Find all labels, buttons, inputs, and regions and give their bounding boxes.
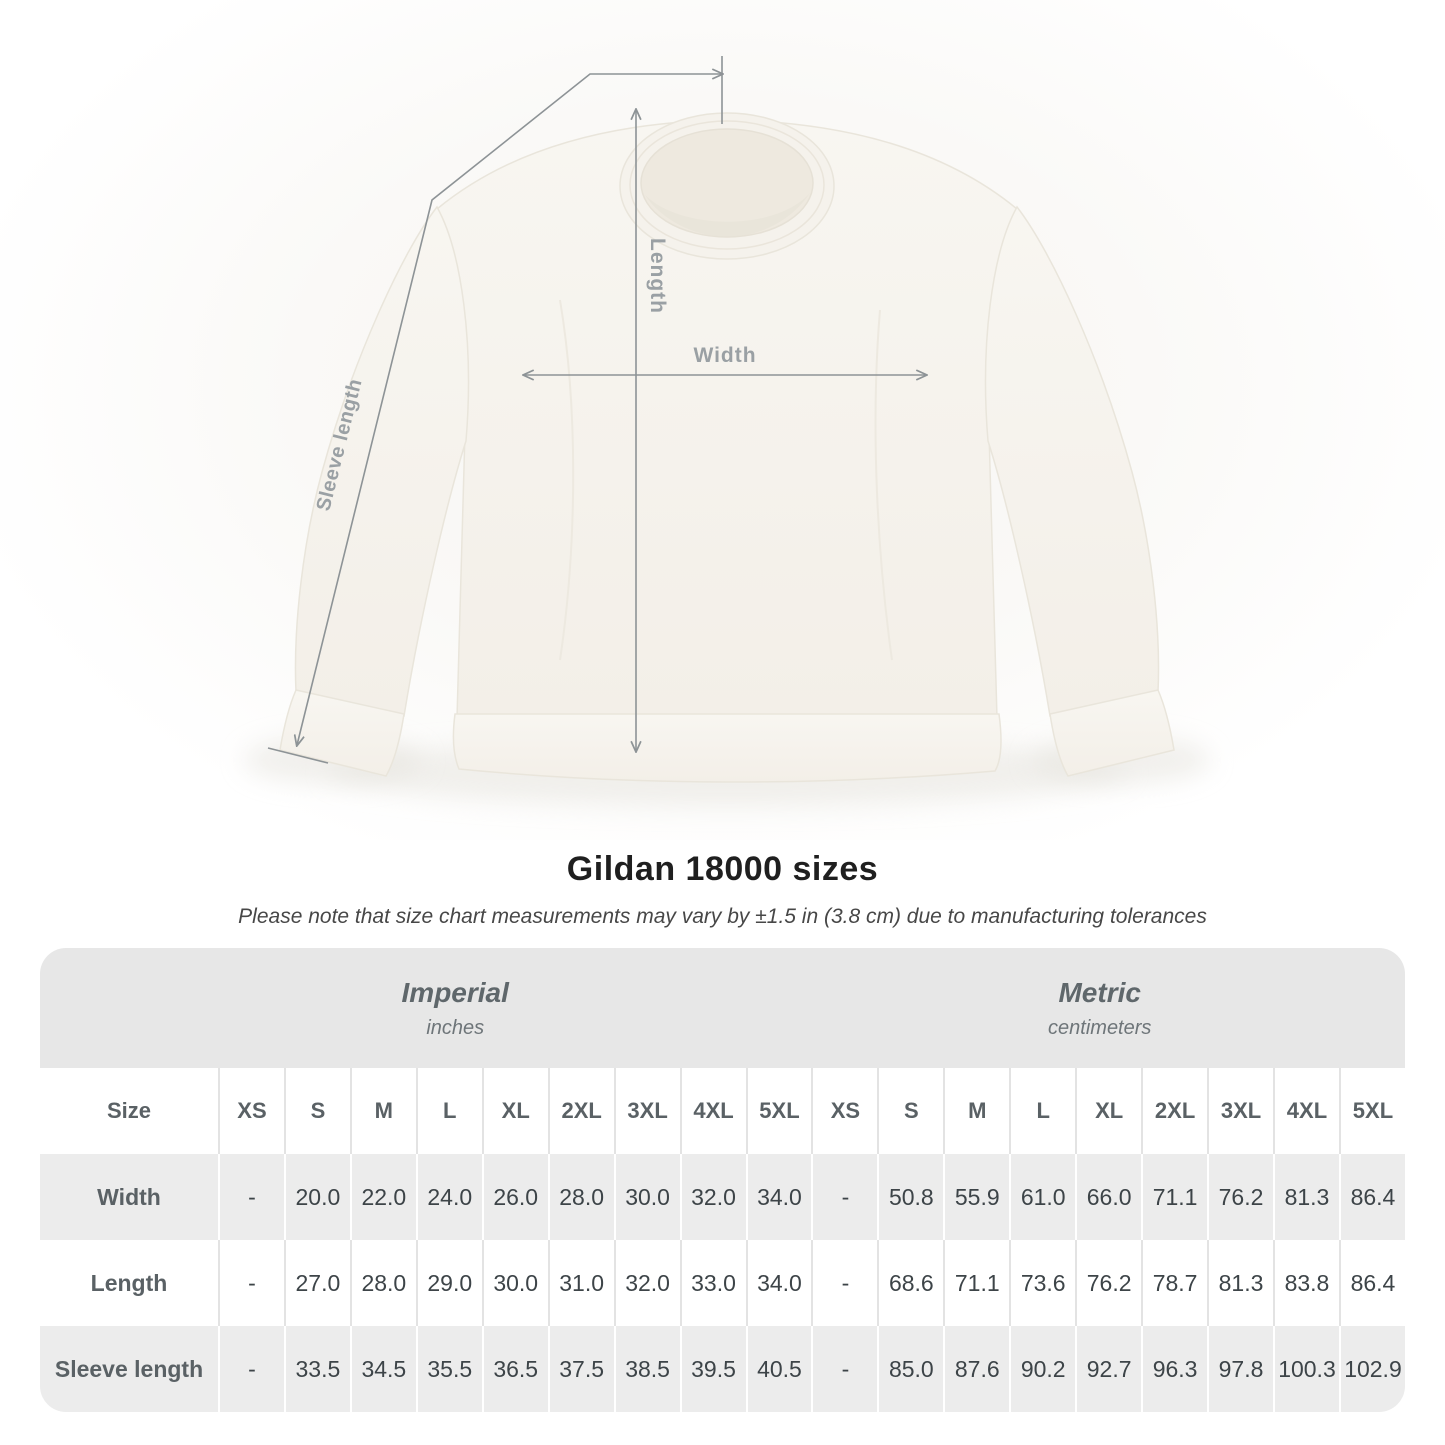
length-value: 33.0 [680,1240,746,1326]
width-value: 86.4 [1339,1154,1405,1240]
left-sleeve [295,207,468,716]
sleeve-value: 102.9 [1339,1326,1405,1412]
sleeve-value: 35.5 [416,1326,482,1412]
width-value: - [811,1154,877,1240]
row-label: Length [40,1240,218,1326]
width-value: 28.0 [548,1154,614,1240]
width-value: 50.8 [877,1154,943,1240]
sleeve-value: 100.3 [1273,1326,1339,1412]
table-row-width [40,1154,1405,1240]
length-value: 34.0 [746,1240,812,1326]
length-value: 29.0 [416,1240,482,1326]
sleeve-value: 33.5 [284,1326,350,1412]
size-header: XL [1075,1068,1141,1154]
length-value: 86.4 [1339,1240,1405,1326]
length-value: 68.6 [877,1240,943,1326]
sleeve-value: 39.5 [680,1326,746,1412]
band-corner [40,948,218,1068]
width-value: - [218,1154,284,1240]
size-header: 4XL [1273,1068,1339,1154]
imperial-title: Imperial [401,976,509,1008]
size-header: M [943,1068,1009,1154]
length-value: 32.0 [614,1240,680,1326]
imperial-band [218,948,811,1068]
sleeve-value: 87.6 [943,1326,1009,1412]
width-value: 34.0 [746,1154,812,1240]
metric-band [811,948,1405,1068]
width-label: Width [693,344,757,367]
row-label: Width [40,1154,218,1240]
length-value: 71.1 [943,1240,1009,1326]
sleeve-value: 90.2 [1009,1326,1075,1412]
imperial-unit: inches [426,1016,485,1039]
length-value: - [218,1240,284,1326]
length-value: - [811,1240,877,1326]
table-row-length [40,1240,1405,1326]
size-header: 3XL [614,1068,680,1154]
sleeve-value: 97.8 [1207,1326,1273,1412]
size-header: S [284,1068,350,1154]
size-header: XS [218,1068,284,1154]
width-value: 55.9 [943,1154,1009,1240]
sleeve-value: 37.5 [548,1326,614,1412]
size-header: 3XL [1207,1068,1273,1154]
width-value: 30.0 [614,1154,680,1240]
size-header: 2XL [548,1068,614,1154]
length-value: 31.0 [548,1240,614,1326]
width-value: 32.0 [680,1154,746,1240]
sleeve-length-label: Sleeve length [312,376,367,514]
width-value: 81.3 [1273,1154,1339,1240]
width-value: 22.0 [350,1154,416,1240]
size-header: 5XL [1339,1068,1405,1154]
length-value: 78.7 [1141,1240,1207,1326]
length-value: 73.6 [1009,1240,1075,1326]
metric-title: Metric [1058,976,1141,1008]
width-value: 20.0 [284,1154,350,1240]
length-value: 76.2 [1075,1240,1141,1326]
size-table [40,948,1405,1412]
width-value: 61.0 [1009,1154,1075,1240]
size-header: L [1009,1068,1075,1154]
sleeve-value: 85.0 [877,1326,943,1412]
sleeve-value: 36.5 [482,1326,548,1412]
length-value: 81.3 [1207,1240,1273,1326]
size-corner-label: Size [40,1068,218,1154]
sleeve-value: 96.3 [1141,1326,1207,1412]
collar-inner [641,129,813,237]
sweatshirt-illustration [280,113,1174,782]
sleeve-value: - [811,1326,877,1412]
sleeve-value: 38.5 [614,1326,680,1412]
length-value: 30.0 [482,1240,548,1326]
size-header: S [877,1068,943,1154]
metric-unit: centimeters [1048,1016,1152,1039]
length-value: 28.0 [350,1240,416,1326]
size-header: XL [482,1068,548,1154]
width-value: 71.1 [1141,1154,1207,1240]
waistband [453,714,1001,782]
sleeve-value: - [218,1326,284,1412]
length-label: Length [646,238,669,314]
width-value: 26.0 [482,1154,548,1240]
size-header-row [40,1068,1405,1154]
size-header: XS [811,1068,877,1154]
width-value: 66.0 [1075,1154,1141,1240]
sleeve-value: 40.5 [746,1326,812,1412]
table-row-sleeve-length [40,1326,1405,1412]
width-value: 24.0 [416,1154,482,1240]
size-header: 4XL [680,1068,746,1154]
sleeve-value: 34.5 [350,1326,416,1412]
tolerance-note: Please note that size chart measurements may vary by ±1.5 in (3.8 cm) due to manufacturing tolerances [238,905,1207,928]
unit-band-row [40,948,1405,1068]
size-table-card [40,948,1405,1412]
page-title: Gildan 18000 sizes [566,850,879,888]
size-header: L [416,1068,482,1154]
size-header: 5XL [746,1068,812,1154]
size-header: M [350,1068,416,1154]
row-label: Sleeve length [40,1326,218,1412]
right-sleeve [986,207,1159,716]
length-value: 83.8 [1273,1240,1339,1326]
length-value: 27.0 [284,1240,350,1326]
width-value: 76.2 [1207,1154,1273,1240]
size-header: 2XL [1141,1068,1207,1154]
sleeve-value: 92.7 [1075,1326,1141,1412]
